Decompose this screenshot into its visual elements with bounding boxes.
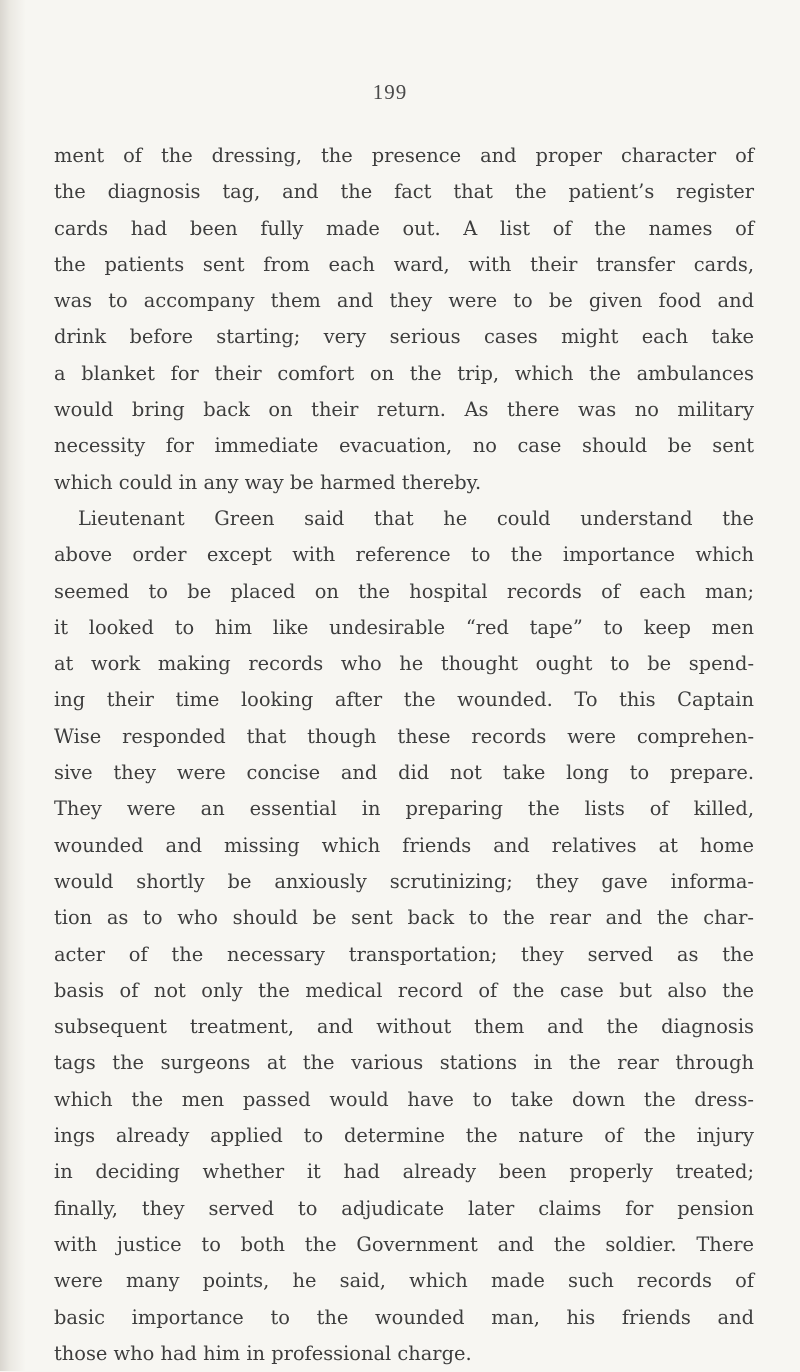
- text-line: which could in any way be harmed thereby.: [54, 470, 482, 494]
- text-line: seemed to be placed on the hospital records of each man;: [54, 579, 754, 603]
- text-line: sive they were concise and did not take long to prepare.: [54, 761, 754, 785]
- text-line: those who had him in professional charge.: [54, 1341, 472, 1365]
- text-line: a blanket for their comfort on the trip, which the ambulances: [54, 361, 754, 385]
- page-number: 199: [372, 80, 408, 104]
- text-line: which the men passed would have to take down the dress-: [54, 1087, 754, 1111]
- text-line: tion as to who should be sent back to the rear and the char-: [54, 906, 754, 930]
- text-line: would bring back on their return. As there was no military: [54, 398, 754, 422]
- text-line: would shortly be anxiously scrutinizing; they gave informa-: [54, 869, 754, 893]
- text-line: basic importance to the wounded man, his friends and: [54, 1305, 754, 1329]
- text-line: necessity for immediate evacuation, no case should be sent: [54, 434, 754, 458]
- text-line: at work making records who he thought ought to be spend-: [54, 652, 754, 676]
- text-line: were many points, he said, which made such records of: [54, 1269, 754, 1293]
- text-line: with justice to both the Government and the soldier. There: [54, 1232, 754, 1256]
- paragraph-start-line: Lieutenant Green said that he could understand the: [78, 506, 754, 530]
- body-text: [54, 138, 754, 1372]
- text-line: the patients sent from each ward, with their transfer cards,: [54, 252, 754, 276]
- text-line: Wise responded that though these records were comprehen-: [54, 724, 754, 748]
- text-line: They were an essential in preparing the lists of killed,: [54, 797, 754, 821]
- text-line: basis of not only the medical record of the case but also the: [54, 978, 754, 1002]
- text-line: wounded and missing which friends and relatives at home: [54, 833, 754, 857]
- text-line: the diagnosis tag, and the fact that the patient’s register: [54, 180, 754, 204]
- text-line: it looked to him like undesirable “red tape” to keep men: [54, 615, 754, 639]
- text-line: ing their time looking after the wounded. To this Captain: [54, 688, 754, 712]
- text-line: in deciding whether it had already been properly treated;: [54, 1160, 754, 1184]
- text-line: tags the surgeons at the various stations in the rear through: [54, 1051, 754, 1075]
- text-line: acter of the necessary transportation; they served as the: [54, 942, 754, 966]
- text-line: drink before starting; very serious cases might each take: [54, 325, 754, 349]
- text-line: finally, they served to adjudicate later claims for pension: [54, 1196, 754, 1220]
- text-line: above order except with reference to the importance which: [54, 543, 754, 567]
- text-line: cards had been fully made out. A list of the names of: [54, 216, 754, 240]
- text-line: ings already applied to determine the nature of the injury: [54, 1124, 754, 1148]
- text-line: was to accompany them and they were to be given food and: [54, 289, 754, 313]
- text-line: ment of the dressing, the presence and proper character of: [54, 144, 754, 167]
- text-line: subsequent treatment, and without them and the diagnosis: [54, 1015, 754, 1039]
